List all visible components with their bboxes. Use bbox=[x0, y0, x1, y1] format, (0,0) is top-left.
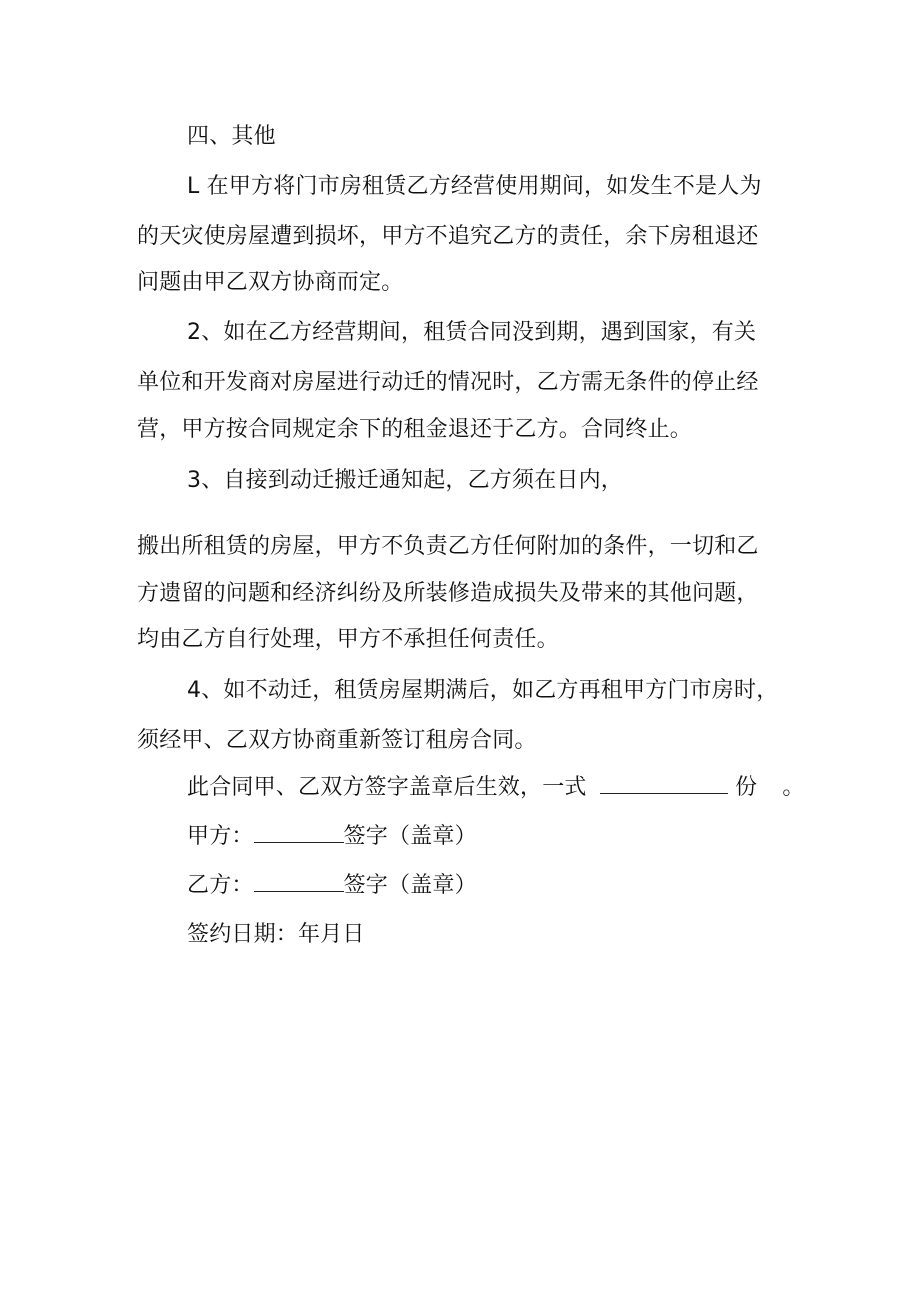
effective-clause bbox=[187, 773, 805, 803]
effective-end: 。 bbox=[782, 775, 805, 800]
clause-4-line-2: 须经甲、乙双方协商重新签订租房合同。 bbox=[137, 728, 537, 753]
clause-1-line-3: 问题由甲乙双方协商而定。 bbox=[137, 270, 404, 295]
party-a-signature-blank[interactable] bbox=[254, 822, 344, 843]
party-b-sign-suffix: 签字（盖章） bbox=[343, 873, 477, 898]
clause-3-line-2: 搬出所租赁的房屋，甲方不负责乙方任何附加的条件，一切和乙 bbox=[137, 534, 759, 559]
party-b-line bbox=[187, 871, 477, 901]
section-heading: 四、其他 bbox=[187, 124, 276, 149]
party-a-sign-suffix: 签字（盖章） bbox=[343, 824, 477, 849]
clause-3-line-1: 3、自接到动迁搬迁通知起，乙方须在日内， bbox=[187, 468, 623, 493]
copies-unit: 份 bbox=[735, 775, 758, 800]
clause-2-line-3: 营，甲方按合同规定余下的租金退还于乙方。合同终止。 bbox=[137, 417, 693, 442]
clause-1-line-1: L 在甲方将门市房租赁乙方经营使用期间，如发生不是人为 bbox=[187, 174, 762, 199]
party-b-signature-blank[interactable] bbox=[254, 871, 344, 892]
party-a-line bbox=[187, 822, 477, 852]
copies-blank[interactable] bbox=[600, 773, 728, 794]
clause-2-line-1: 2、如在乙方经营期间，租赁合同没到期，遇到国家，有关 bbox=[187, 320, 757, 345]
clause-4-line-1: 4、如不动迁，租赁房屋期满后，如乙方再租甲方门市房时， bbox=[187, 678, 779, 703]
party-b-label: 乙方： bbox=[187, 873, 254, 898]
clause-2-line-2: 单位和开发商对房屋进行动迁的情况时，乙方需无条件的停止经 bbox=[137, 370, 759, 395]
party-a-label: 甲方： bbox=[187, 824, 254, 849]
clause-3-line-4: 均由乙方自行处理，甲方不承担任何责任。 bbox=[137, 627, 559, 652]
clause-3-line-3: 方遗留的问题和经济纠纷及所装修造成损失及带来的其他问题， bbox=[137, 581, 759, 606]
clause-1-line-2: 的天灾使房屋遭到损坏，甲方不追究乙方的责任，余下房租退还 bbox=[137, 224, 759, 249]
effective-prefix: 此合同甲、乙双方签字盖章后生效，一式 bbox=[187, 775, 587, 800]
signing-date: 签约日期：年月日 bbox=[187, 922, 365, 947]
